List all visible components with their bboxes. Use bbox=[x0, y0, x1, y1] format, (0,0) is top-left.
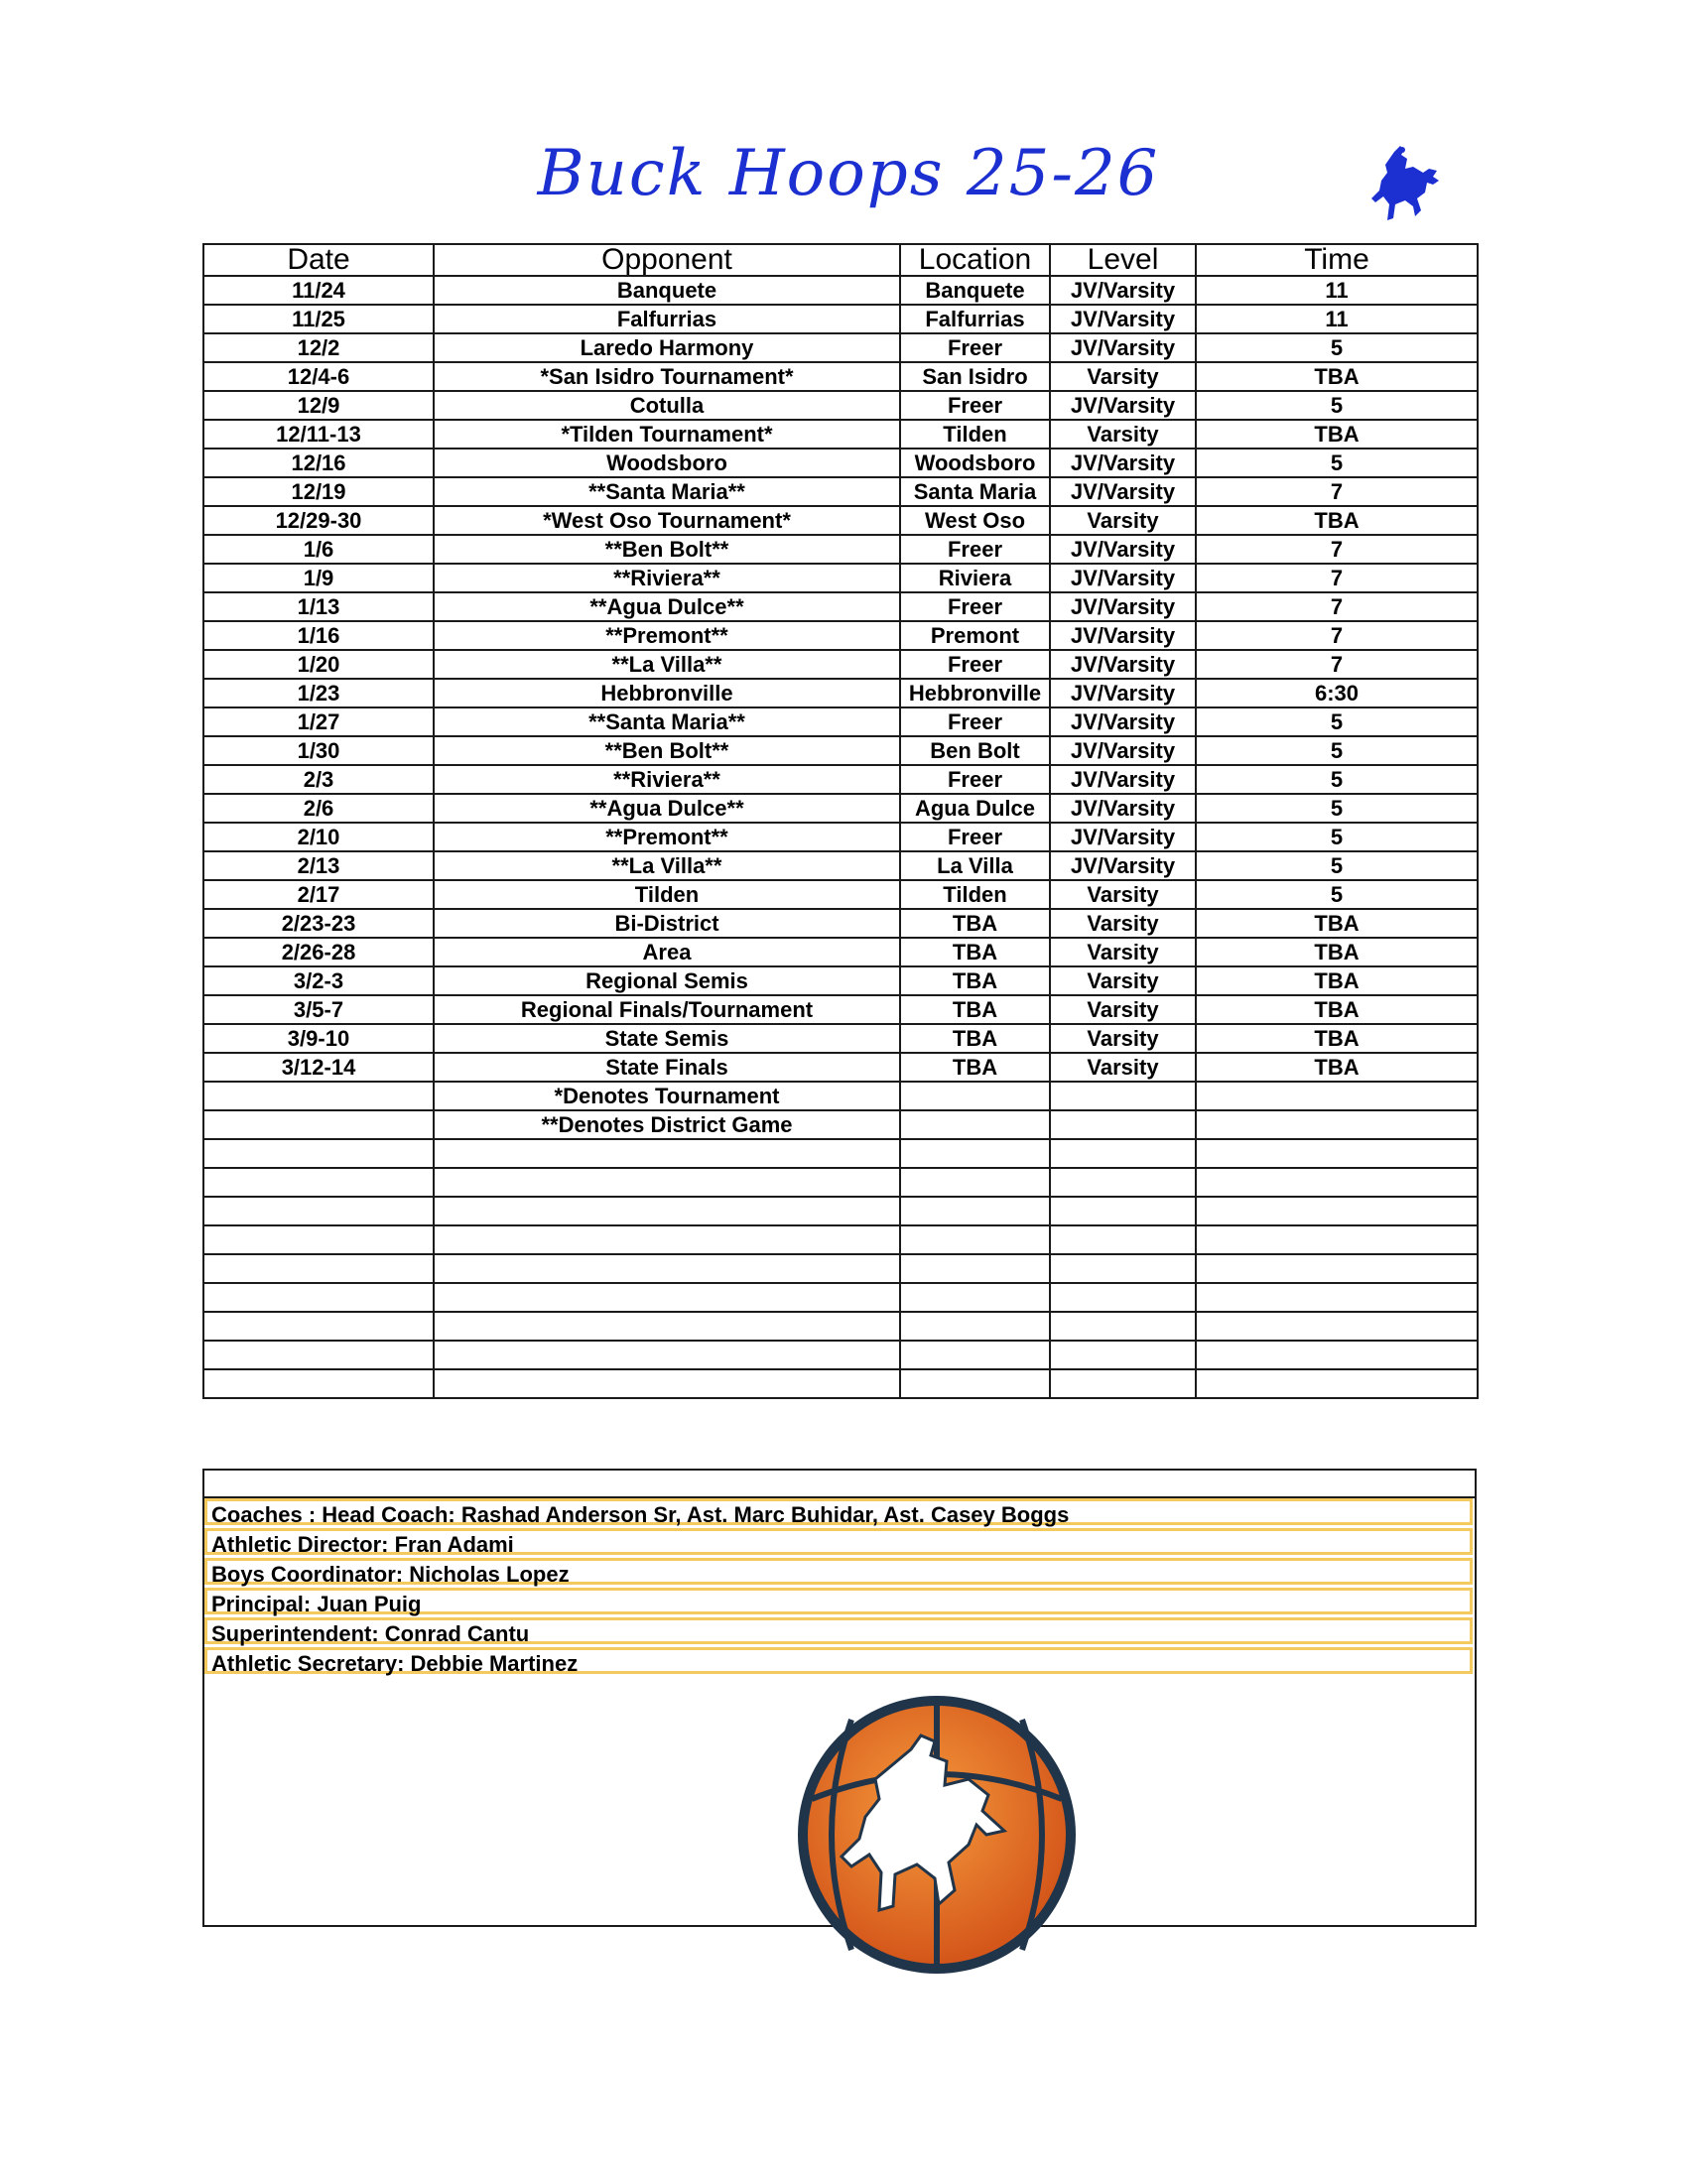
cell-opponent: *San Isidro Tournament* bbox=[434, 362, 900, 391]
cell-location: Freer bbox=[900, 535, 1050, 564]
table-row bbox=[203, 707, 1478, 736]
cell-date: 12/9 bbox=[203, 391, 434, 420]
cell-time: 7 bbox=[1196, 592, 1478, 621]
cell-location: Banquete bbox=[900, 276, 1050, 305]
cell-empty bbox=[1050, 1369, 1196, 1398]
cell-opponent: **Santa Maria** bbox=[434, 707, 900, 736]
cell-empty bbox=[1050, 1283, 1196, 1312]
table-row bbox=[203, 333, 1478, 362]
cell-location: Freer bbox=[900, 823, 1050, 851]
cell-opponent: **Ben Bolt** bbox=[434, 535, 900, 564]
cell-date: 11/25 bbox=[203, 305, 434, 333]
column-header-opponent: Opponent bbox=[434, 244, 900, 276]
cell-location: Santa Maria bbox=[900, 477, 1050, 506]
cell-time bbox=[1196, 1082, 1478, 1110]
cell-empty bbox=[1050, 1225, 1196, 1254]
cell-empty bbox=[1196, 1283, 1478, 1312]
cell-opponent: Cotulla bbox=[434, 391, 900, 420]
cell-level: Varsity bbox=[1050, 938, 1196, 966]
cell-empty bbox=[900, 1341, 1050, 1369]
empty-row bbox=[203, 1168, 1478, 1197]
cell-opponent: **Riviera** bbox=[434, 564, 900, 592]
cell-empty bbox=[1050, 1254, 1196, 1283]
cell-time: 7 bbox=[1196, 564, 1478, 592]
cell-time: TBA bbox=[1196, 506, 1478, 535]
cell-empty bbox=[1050, 1139, 1196, 1168]
cell-location: TBA bbox=[900, 966, 1050, 995]
cell-empty bbox=[203, 1225, 434, 1254]
cell-location: Agua Dulce bbox=[900, 794, 1050, 823]
cell-opponent: *Tilden Tournament* bbox=[434, 420, 900, 449]
cell-date: 12/16 bbox=[203, 449, 434, 477]
cell-level: JV/Varsity bbox=[1050, 477, 1196, 506]
table-row bbox=[203, 938, 1478, 966]
cell-location: TBA bbox=[900, 909, 1050, 938]
column-header-time: Time bbox=[1196, 244, 1478, 276]
basketball-bronco-logo bbox=[792, 1690, 1082, 1980]
table-row bbox=[203, 650, 1478, 679]
cell-time: TBA bbox=[1196, 909, 1478, 938]
cell-location: Premont bbox=[900, 621, 1050, 650]
cell-empty bbox=[1196, 1312, 1478, 1341]
table-row bbox=[203, 995, 1478, 1024]
cell-level: JV/Varsity bbox=[1050, 707, 1196, 736]
cell-time: TBA bbox=[1196, 362, 1478, 391]
cell-level: JV/Varsity bbox=[1050, 535, 1196, 564]
cell-date: 12/19 bbox=[203, 477, 434, 506]
cell-empty bbox=[434, 1312, 900, 1341]
cell-level: JV/Varsity bbox=[1050, 794, 1196, 823]
cell-level: JV/Varsity bbox=[1050, 765, 1196, 794]
cell-empty bbox=[203, 1283, 434, 1312]
cell-level: JV/Varsity bbox=[1050, 564, 1196, 592]
table-row bbox=[203, 679, 1478, 707]
table-row bbox=[203, 909, 1478, 938]
cell-empty bbox=[900, 1225, 1050, 1254]
table-row bbox=[203, 1053, 1478, 1082]
cell-level: JV/Varsity bbox=[1050, 592, 1196, 621]
cell-empty bbox=[203, 1254, 434, 1283]
cell-date: 2/23-23 bbox=[203, 909, 434, 938]
cell-level: Varsity bbox=[1050, 995, 1196, 1024]
cell-location: TBA bbox=[900, 995, 1050, 1024]
cell-opponent: State Semis bbox=[434, 1024, 900, 1053]
cell-location: Tilden bbox=[900, 420, 1050, 449]
cell-level: JV/Varsity bbox=[1050, 736, 1196, 765]
bronco-rider-icon bbox=[1364, 144, 1454, 235]
staff-principal: Principal: Juan Puig bbox=[204, 1588, 1473, 1614]
cell-level: JV/Varsity bbox=[1050, 679, 1196, 707]
cell-opponent: *Denotes Tournament bbox=[434, 1082, 900, 1110]
cell-time: TBA bbox=[1196, 420, 1478, 449]
cell-date: 1/20 bbox=[203, 650, 434, 679]
cell-opponent: **Premont** bbox=[434, 823, 900, 851]
cell-level bbox=[1050, 1082, 1196, 1110]
cell-empty bbox=[1050, 1341, 1196, 1369]
table-row bbox=[203, 305, 1478, 333]
cell-level: Varsity bbox=[1050, 880, 1196, 909]
cell-time: TBA bbox=[1196, 966, 1478, 995]
cell-date: 11/24 bbox=[203, 276, 434, 305]
cell-empty bbox=[900, 1168, 1050, 1197]
cell-level: JV/Varsity bbox=[1050, 276, 1196, 305]
cell-level: Varsity bbox=[1050, 506, 1196, 535]
cell-location: San Isidro bbox=[900, 362, 1050, 391]
cell-empty bbox=[900, 1254, 1050, 1283]
cell-date bbox=[203, 1082, 434, 1110]
cell-empty bbox=[203, 1341, 434, 1369]
cell-opponent: Regional Semis bbox=[434, 966, 900, 995]
table-row bbox=[203, 621, 1478, 650]
table-row bbox=[203, 736, 1478, 765]
cell-location: Ben Bolt bbox=[900, 736, 1050, 765]
cell-empty bbox=[1196, 1168, 1478, 1197]
column-header-date: Date bbox=[203, 244, 434, 276]
table-row bbox=[203, 1110, 1478, 1139]
cell-opponent: **Agua Dulce** bbox=[434, 592, 900, 621]
cell-date: 2/17 bbox=[203, 880, 434, 909]
table-row bbox=[203, 420, 1478, 449]
empty-row bbox=[203, 1341, 1478, 1369]
table-row bbox=[203, 391, 1478, 420]
cell-opponent: **La Villa** bbox=[434, 851, 900, 880]
cell-opponent: Area bbox=[434, 938, 900, 966]
cell-level: JV/Varsity bbox=[1050, 823, 1196, 851]
cell-opponent: Regional Finals/Tournament bbox=[434, 995, 900, 1024]
cell-time: 11 bbox=[1196, 276, 1478, 305]
cell-level: JV/Varsity bbox=[1050, 305, 1196, 333]
cell-empty bbox=[1196, 1225, 1478, 1254]
cell-location: Woodsboro bbox=[900, 449, 1050, 477]
staff-boys-coordinator: Boys Coordinator: Nicholas Lopez bbox=[204, 1558, 1473, 1585]
cell-time: 5 bbox=[1196, 333, 1478, 362]
cell-empty bbox=[203, 1168, 434, 1197]
cell-time: 5 bbox=[1196, 851, 1478, 880]
cell-date: 12/2 bbox=[203, 333, 434, 362]
cell-level bbox=[1050, 1110, 1196, 1139]
cell-empty bbox=[900, 1139, 1050, 1168]
table-row bbox=[203, 362, 1478, 391]
table-row bbox=[203, 449, 1478, 477]
column-header-location: Location bbox=[900, 244, 1050, 276]
cell-date bbox=[203, 1110, 434, 1139]
cell-opponent: Hebbronville bbox=[434, 679, 900, 707]
cell-opponent: State Finals bbox=[434, 1053, 900, 1082]
cell-empty bbox=[1050, 1312, 1196, 1341]
cell-time: TBA bbox=[1196, 938, 1478, 966]
cell-location: Freer bbox=[900, 333, 1050, 362]
cell-date: 2/3 bbox=[203, 765, 434, 794]
cell-level: JV/Varsity bbox=[1050, 391, 1196, 420]
table-row bbox=[203, 535, 1478, 564]
table-row bbox=[203, 276, 1478, 305]
cell-time: 5 bbox=[1196, 449, 1478, 477]
cell-time: 7 bbox=[1196, 535, 1478, 564]
table-row bbox=[203, 794, 1478, 823]
column-header-level: Level bbox=[1050, 244, 1196, 276]
cell-date: 1/6 bbox=[203, 535, 434, 564]
empty-row bbox=[203, 1312, 1478, 1341]
staff-athletic-director: Athletic Director: Fran Adami bbox=[204, 1528, 1473, 1555]
cell-date: 12/4-6 bbox=[203, 362, 434, 391]
staff-athletic-secretary: Athletic Secretary: Debbie Martinez bbox=[204, 1647, 1473, 1674]
cell-level: JV/Varsity bbox=[1050, 621, 1196, 650]
cell-time: 5 bbox=[1196, 823, 1478, 851]
cell-time: 7 bbox=[1196, 650, 1478, 679]
cell-location: Hebbronville bbox=[900, 679, 1050, 707]
cell-opponent: **La Villa** bbox=[434, 650, 900, 679]
cell-time: 7 bbox=[1196, 477, 1478, 506]
cell-location: Tilden bbox=[900, 880, 1050, 909]
cell-empty bbox=[434, 1139, 900, 1168]
cell-date: 1/23 bbox=[203, 679, 434, 707]
cell-time: 5 bbox=[1196, 707, 1478, 736]
cell-date: 2/13 bbox=[203, 851, 434, 880]
cell-level: Varsity bbox=[1050, 966, 1196, 995]
cell-empty bbox=[203, 1139, 434, 1168]
table-row bbox=[203, 880, 1478, 909]
cell-empty bbox=[900, 1283, 1050, 1312]
cell-empty bbox=[434, 1197, 900, 1225]
page-title: Buck Hoops 25-26 bbox=[537, 137, 1160, 210]
cell-time: 7 bbox=[1196, 621, 1478, 650]
cell-location: Riviera bbox=[900, 564, 1050, 592]
cell-location bbox=[900, 1110, 1050, 1139]
cell-location: TBA bbox=[900, 938, 1050, 966]
cell-date: 1/9 bbox=[203, 564, 434, 592]
cell-date: 3/5-7 bbox=[203, 995, 434, 1024]
cell-time: 5 bbox=[1196, 736, 1478, 765]
cell-opponent: Laredo Harmony bbox=[434, 333, 900, 362]
cell-time: 5 bbox=[1196, 794, 1478, 823]
cell-opponent: Bi-District bbox=[434, 909, 900, 938]
cell-time bbox=[1196, 1110, 1478, 1139]
cell-empty bbox=[1196, 1369, 1478, 1398]
cell-level: Varsity bbox=[1050, 420, 1196, 449]
cell-opponent: Tilden bbox=[434, 880, 900, 909]
cell-opponent: **Santa Maria** bbox=[434, 477, 900, 506]
cell-time: 5 bbox=[1196, 391, 1478, 420]
cell-location: TBA bbox=[900, 1053, 1050, 1082]
empty-row bbox=[203, 1139, 1478, 1168]
cell-level: JV/Varsity bbox=[1050, 851, 1196, 880]
cell-level: JV/Varsity bbox=[1050, 333, 1196, 362]
cell-empty bbox=[1196, 1139, 1478, 1168]
cell-date: 1/16 bbox=[203, 621, 434, 650]
cell-level: Varsity bbox=[1050, 1024, 1196, 1053]
cell-empty bbox=[434, 1369, 900, 1398]
cell-empty bbox=[900, 1197, 1050, 1225]
staff-coaches: Coaches : Head Coach: Rashad Anderson Sr, Ast. Marc Buhidar, Ast. Casey Boggs bbox=[204, 1498, 1473, 1525]
cell-opponent: **Riviera** bbox=[434, 765, 900, 794]
cell-level: JV/Varsity bbox=[1050, 650, 1196, 679]
cell-time: TBA bbox=[1196, 1053, 1478, 1082]
cell-level: Varsity bbox=[1050, 1053, 1196, 1082]
empty-row bbox=[203, 1369, 1478, 1398]
cell-date: 3/12-14 bbox=[203, 1053, 434, 1082]
cell-empty bbox=[1050, 1168, 1196, 1197]
cell-time: 6:30 bbox=[1196, 679, 1478, 707]
cell-location: Freer bbox=[900, 391, 1050, 420]
cell-empty bbox=[434, 1254, 900, 1283]
cell-location: Freer bbox=[900, 592, 1050, 621]
cell-date: 12/11-13 bbox=[203, 420, 434, 449]
cell-empty bbox=[203, 1312, 434, 1341]
cell-opponent: **Agua Dulce** bbox=[434, 794, 900, 823]
cell-date: 2/10 bbox=[203, 823, 434, 851]
staff-superintendent: Superintendent: Conrad Cantu bbox=[204, 1617, 1473, 1644]
cell-location bbox=[900, 1082, 1050, 1110]
cell-empty bbox=[434, 1225, 900, 1254]
empty-row bbox=[203, 1254, 1478, 1283]
empty-row bbox=[203, 1225, 1478, 1254]
table-row bbox=[203, 477, 1478, 506]
cell-location: West Oso bbox=[900, 506, 1050, 535]
cell-empty bbox=[1196, 1341, 1478, 1369]
cell-opponent: **Ben Bolt** bbox=[434, 736, 900, 765]
cell-location: Freer bbox=[900, 650, 1050, 679]
cell-time: 11 bbox=[1196, 305, 1478, 333]
cell-date: 12/29-30 bbox=[203, 506, 434, 535]
cell-opponent: **Denotes District Game bbox=[434, 1110, 900, 1139]
table-row bbox=[203, 765, 1478, 794]
cell-empty bbox=[203, 1197, 434, 1225]
cell-time: 5 bbox=[1196, 765, 1478, 794]
table-row bbox=[203, 592, 1478, 621]
table-header-row bbox=[203, 244, 1478, 276]
empty-row bbox=[203, 1283, 1478, 1312]
cell-opponent: *West Oso Tournament* bbox=[434, 506, 900, 535]
cell-location: La Villa bbox=[900, 851, 1050, 880]
cell-empty bbox=[1050, 1197, 1196, 1225]
table-row bbox=[203, 564, 1478, 592]
cell-date: 2/6 bbox=[203, 794, 434, 823]
cell-location: Falfurrias bbox=[900, 305, 1050, 333]
cell-opponent: Falfurrias bbox=[434, 305, 900, 333]
table-row bbox=[203, 1024, 1478, 1053]
cell-date: 2/26-28 bbox=[203, 938, 434, 966]
cell-opponent: **Premont** bbox=[434, 621, 900, 650]
cell-date: 1/13 bbox=[203, 592, 434, 621]
table-row bbox=[203, 966, 1478, 995]
cell-empty bbox=[900, 1312, 1050, 1341]
cell-level: JV/Varsity bbox=[1050, 449, 1196, 477]
cell-empty bbox=[434, 1168, 900, 1197]
table-row bbox=[203, 506, 1478, 535]
cell-empty bbox=[900, 1369, 1050, 1398]
cell-opponent: Woodsboro bbox=[434, 449, 900, 477]
cell-empty bbox=[434, 1341, 900, 1369]
cell-empty bbox=[434, 1283, 900, 1312]
schedule-body bbox=[203, 276, 1478, 1398]
cell-level: Varsity bbox=[1050, 362, 1196, 391]
schedule-table bbox=[202, 243, 1479, 1399]
cell-empty bbox=[203, 1369, 434, 1398]
table-row bbox=[203, 1082, 1478, 1110]
cell-time: 5 bbox=[1196, 880, 1478, 909]
table-row bbox=[203, 823, 1478, 851]
cell-date: 3/2-3 bbox=[203, 966, 434, 995]
cell-location: TBA bbox=[900, 1024, 1050, 1053]
cell-time: TBA bbox=[1196, 1024, 1478, 1053]
cell-empty bbox=[1196, 1254, 1478, 1283]
cell-date: 1/27 bbox=[203, 707, 434, 736]
cell-time: TBA bbox=[1196, 995, 1478, 1024]
cell-opponent: Banquete bbox=[434, 276, 900, 305]
cell-level: Varsity bbox=[1050, 909, 1196, 938]
cell-location: Freer bbox=[900, 707, 1050, 736]
cell-date: 3/9-10 bbox=[203, 1024, 434, 1053]
cell-location: Freer bbox=[900, 765, 1050, 794]
cell-empty bbox=[1196, 1197, 1478, 1225]
empty-row bbox=[203, 1197, 1478, 1225]
cell-date: 1/30 bbox=[203, 736, 434, 765]
table-row bbox=[203, 851, 1478, 880]
